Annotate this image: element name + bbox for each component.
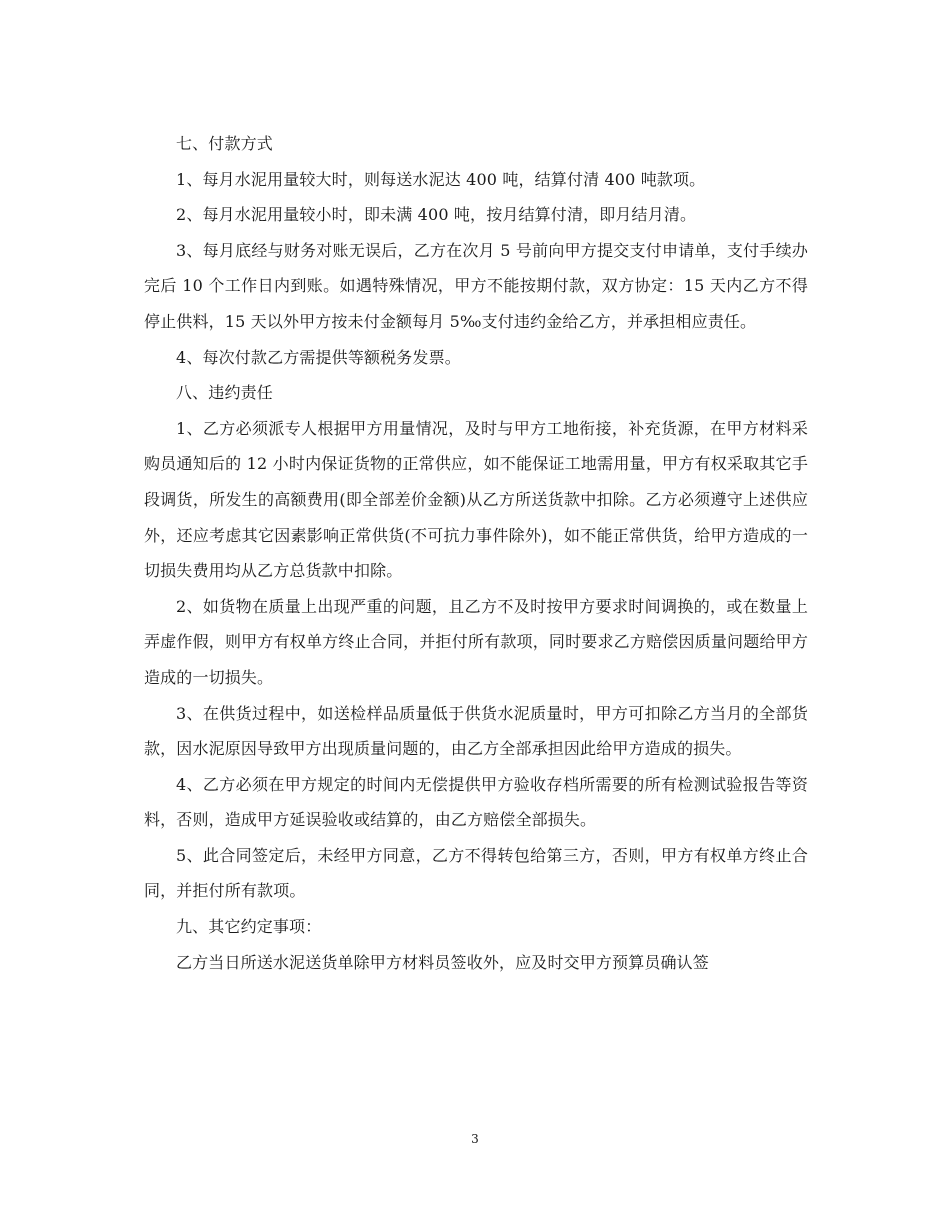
- paragraph: 3、每月底经与财务对账无误后，乙方在次月 5 号前向甲方提交支付申请单，支付手续办完后 10 个工作日内到账。如遇特殊情况，甲方不能按期付款，双方协定：15 天内乙方不得停止供料，15 天以外甲方按未付金额每月 5‰支付违约金给乙方，并承担相应责任。: [144, 240, 808, 331]
- paragraph: 5、此合同签定后，未经甲方同意，乙方不得转包给第三方，否则，甲方有权单方终止合同，并拒付所有款项。: [144, 845, 808, 901]
- paragraph: 乙方当日所送水泥送货单除甲方材料员签收外，应及时交甲方预算员确认签: [176, 952, 709, 972]
- paragraph: 2、每月水泥用量较小时，即未满 400 吨，按月结算付清，即月结月清。: [176, 205, 697, 225]
- paragraph: 1、乙方必须派专人根据甲方用量情况，及时与甲方工地衔接，补充货源，在甲方材料采购员通知后的 12 小时内保证货物的正常供应，如不能保证工地需用量，甲方有权采取其它手段调货，所发生的高额费用(即全部差价金额)从乙方所送货款中扣除。乙方必须遵守上述供应外，还应考虑其它因素影响正常供货(不可抗力事件除外)，如不能正常供货，给甲方造成的一切损失费用均从乙方总货款中扣除。: [144, 418, 808, 581]
- paragraph: 4、乙方必须在甲方规定的时间内无偿提供甲方验收存档所需要的所有检测试验报告等资料，否则，造成甲方延误验收或结算的，由乙方赔偿全部损失。: [144, 774, 808, 830]
- paragraph: 2、如货物在质量上出现严重的问题，且乙方不及时按甲方要求时间调换的，或在数量上弄虚作假，则甲方有权单方终止合同，并拒付所有款项，同时要求乙方赔偿因质量问题给甲方造成的一切损失。: [144, 596, 808, 687]
- document-body: [144, 126, 808, 980]
- section-heading-payment: 七、付款方式: [176, 134, 273, 153]
- page-number: 3: [471, 1132, 479, 1146]
- paragraph: 3、在供货过程中，如送检样品质量低于供货水泥质量时，甲方可扣除乙方当月的全部货款，因水泥原因导致甲方出现质量问题的，由乙方全部承担因此给甲方造成的损失。: [144, 703, 808, 759]
- paragraph: 4、每次付款乙方需提供等额税务发票。: [176, 347, 461, 367]
- section-heading-other: 九、其它约定事项：: [176, 917, 322, 937]
- section-heading-liability: 八、违约责任: [176, 383, 273, 403]
- paragraph: 1、每月水泥用量较大时，则每送水泥达 400 吨，结算付清 400 吨款项。: [176, 169, 706, 189]
